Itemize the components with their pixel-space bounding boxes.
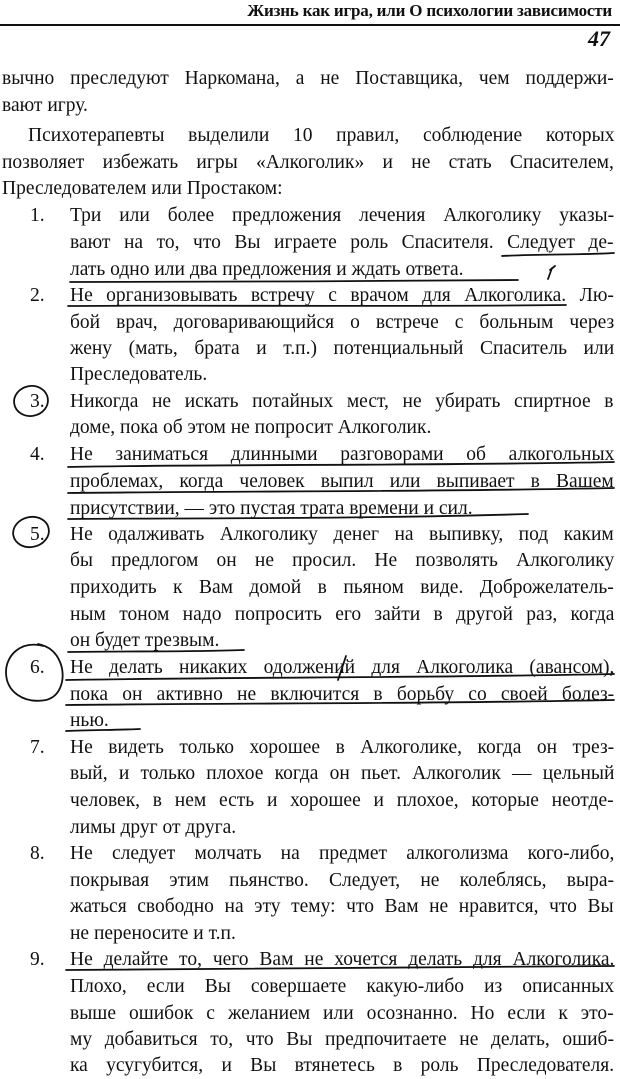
rule-line: Три или более предложения лечения Алкоголику указы-	[70, 205, 615, 226]
rule-number: 7.	[30, 737, 45, 758]
text-line: позволяет избежать игры «Алкоголик» и не стать Спасителем,	[2, 152, 614, 173]
rule-number: 5.	[30, 524, 45, 545]
rule-line: выше ошибок с желанием или осознанно. Но если к это-	[70, 1003, 614, 1024]
page-number: 47	[588, 26, 610, 51]
running-header	[0, 0, 620, 26]
text-line: вают игру.	[2, 95, 88, 116]
text-line: Преследователем или Простаком:	[2, 178, 283, 199]
rule-line: Не делать никаких одолжений для Алкоголика (авансом),	[70, 657, 615, 678]
rule-line: ным тоном надо попросить его зайти в другой раз, когда	[70, 604, 615, 625]
rule-line: Преследователь.	[70, 364, 208, 385]
rule-number: 9.	[30, 949, 45, 970]
rule-line: проблемах, когда человек выпил или выпивает в Вашем	[70, 471, 614, 492]
rule-line: жаться свободно на эту тему: что Вам не нравится, что Вы	[70, 896, 614, 917]
rule-line: приходить к Вам домой в пьяном виде. Доброжелатель-	[70, 577, 614, 598]
rule-number: 4.	[30, 444, 45, 465]
rule-line: Никогда не искать потайных мест, не убирать спиртное в	[70, 391, 614, 412]
rule-line: бой врач, договаривающийся о встрече с больным через	[70, 312, 615, 333]
rule-line: Не организовывать встречу с врачом для Алкоголика. Лю-	[70, 285, 614, 306]
rule-line: доме, пока об этом не попросит Алкоголик.	[70, 417, 432, 438]
rule-line: покрывая этим пьянство. Следует, не колеблясь, выра-	[70, 870, 614, 891]
rule-line: вый, и только плохое когда он пьет. Алкоголик — цельный	[70, 763, 615, 784]
rule-number: 6.	[30, 657, 45, 678]
rule-line: Не одалживать Алкоголику денег на выпивку, под каким	[70, 524, 614, 545]
rule-line: нью.	[70, 710, 109, 731]
rule-number: 3.	[30, 391, 45, 412]
rule-line: Не делайте то, чего Вам не хочется делать для Алкоголика.	[70, 949, 615, 970]
rule-line: не переносите и т.п.	[70, 923, 236, 944]
text-line: Психотерапевты выделили 10 правил, соблюдение которых	[28, 125, 615, 146]
rule-line: Не заниматься длинными разговорами об алкогольных	[70, 444, 615, 465]
rule-line: ка усугубится, и Вы втянетесь в роль Преследователя.	[70, 1055, 615, 1076]
rule-number: 1.	[30, 205, 45, 226]
rule-line: вают на то, что Вы играете роль Спасителя. Следует де-	[70, 232, 614, 253]
rule-line: Не следует молчать на предмет алкоголизма кого-либо,	[70, 843, 615, 864]
tick-mark	[548, 266, 555, 279]
rule-number: 2.	[30, 285, 45, 306]
rule-line: человек, в нем есть и хорошее и плохое, которые неотде-	[70, 790, 614, 811]
text-line: вычно преследуют Наркомана, а не Поставщика, чем поддержи-	[2, 68, 614, 89]
rule-line: он будет трезвым.	[70, 630, 220, 651]
rule-number: 8.	[30, 843, 45, 864]
rule-line: Плохо, если Вы совершаете какую-либо из описанных	[70, 976, 615, 997]
rule-line: бы предлогом он не просил. Не позволять Алкоголику	[70, 550, 615, 571]
rule-line: му добавиться то, что Вы предпочитаете не делать, ошиб-	[70, 1029, 614, 1050]
rule-line: жену (мать, брата и т.п.) потенциальный Спаситель или	[70, 338, 615, 359]
rule-line: присутствии, — это пустая трата времени и сил.	[70, 498, 473, 519]
rule-line: лимы друг от друга.	[70, 817, 237, 838]
rule-line: лать одно или два предложения и ждать ответа.	[70, 259, 464, 280]
running-title: Жизнь как игра, или О психологии зависимости	[247, 1, 612, 20]
rule-line: Не видеть только хорошее в Алкоголике, когда он трез-	[70, 737, 615, 758]
rule-line: пока он активно не включится в борьбу со своей болез-	[70, 684, 615, 705]
